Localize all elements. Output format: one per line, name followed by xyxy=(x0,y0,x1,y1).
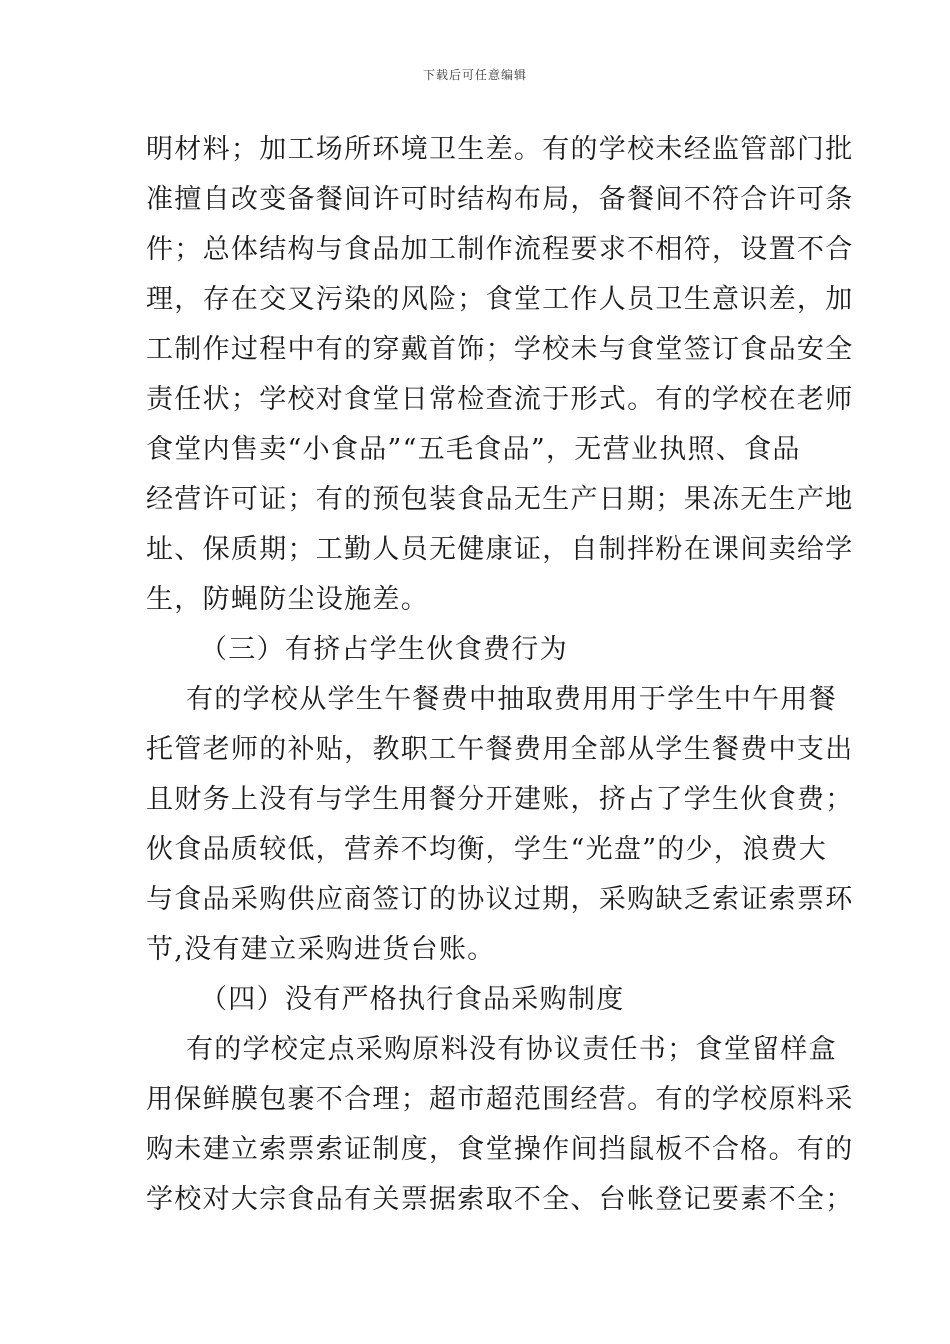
document-body xyxy=(146,125,854,1225)
text-line: 明材料；加工场所环境卫生差。有的学校未经监管部门批 xyxy=(146,134,854,165)
text-line: 托管老师的补贴，教职工午餐费用全部从学生餐费中支出 xyxy=(146,734,854,765)
text-line: 准擅自改变备餐间许可时结构布局，备餐间不符合许可条 xyxy=(146,184,854,215)
paragraph-first-line: 有的学校定点采购原料没有协议责任书；食堂留样盒 xyxy=(186,1034,837,1065)
section-heading: （四）没有严格执行食品采购制度 xyxy=(200,984,625,1015)
text-line: 生，防蝇防尘设施差。 xyxy=(146,584,429,615)
text-line: 学校对大宗食品有关票据索取不全、台帐登记要素不全； xyxy=(146,1184,854,1215)
text-line: 伙食品质较低，营养不均衡，学生“光盘”的少，浪费大 xyxy=(146,834,828,865)
text-line: 件；总体结构与食品加工制作流程要求不相符，设置不合 xyxy=(146,234,854,265)
section-heading: （三）有挤占学生伙食费行为 xyxy=(200,634,568,665)
text-line: 食堂内售卖“小食品”“五毛食品”，无营业执照、食品 xyxy=(146,434,801,465)
text-line: 与食品采购供应商签订的协议过期，采购缺乏索证索票环 xyxy=(146,884,854,915)
text-line: 购未建立索票索证制度，食堂操作间挡鼠板不合格。有的 xyxy=(146,1134,854,1165)
text-line: 且财务上没有与学生用餐分开建账，挤占了学生伙食费； xyxy=(146,784,854,815)
text-line: 工制作过程中有的穿戴首饰；学校未与食堂签订食品安全 xyxy=(146,334,854,365)
text-line: 责任状；学校对食堂日常检查流于形式。有的学校在老师 xyxy=(146,384,854,415)
text-line: 节,没有建立采购进货台账。 xyxy=(146,934,496,965)
paragraph-first-line: 有的学校从学生午餐费中抽取费用用于学生中午用餐 xyxy=(186,684,837,715)
text-line: 经营许可证；有的预包装食品无生产日期；果冻无生产地 xyxy=(146,484,854,515)
text-line: 用保鲜膜包裹不合理；超市超范围经营。有的学校原料采 xyxy=(146,1084,854,1115)
text-line: 址、保质期；工勤人员无健康证，自制拌粉在课间卖给学 xyxy=(146,534,854,565)
header-note: 下载后可任意编辑 xyxy=(422,68,527,82)
text-line: 理，存在交叉污染的风险；食堂工作人员卫生意识差，加 xyxy=(146,284,854,315)
